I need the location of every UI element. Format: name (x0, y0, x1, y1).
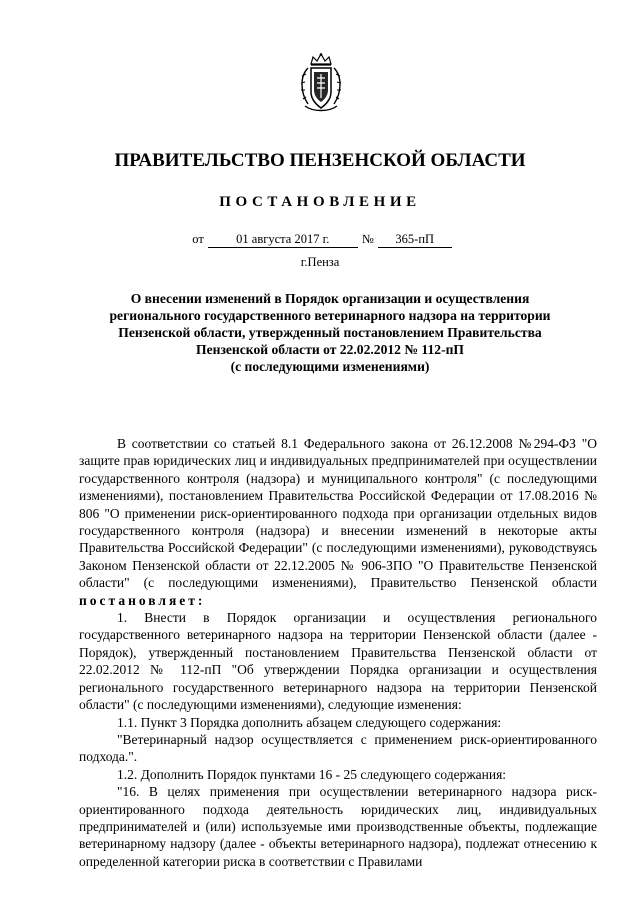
number-prefix: № (361, 232, 374, 246)
document-number: 365-пП (378, 232, 452, 248)
decree-keyword: постановляет: (79, 592, 206, 608)
subject-line: (с последующими изменениями) (230, 359, 430, 374)
government-title: ПРАВИТЕЛЬСТВО ПЕНЗЕНСКОЙ ОБЛАСТИ (114, 150, 526, 171)
subject-line: регионального государственного ветеринарного надзора на территории (109, 308, 551, 323)
document-subject (80, 290, 580, 375)
document-type: ПОСТАНОВЛЕНИЕ (219, 194, 421, 210)
body-paragraph: 1.1. Пункт 3 Порядка дополнить абзацем следующего содержания: (117, 714, 502, 730)
paragraph-text: В соответствии со статьей 8.1 Федерального закона от 26.12.2008 №294-ФЗ "О защите прав юридических лиц и индивидуальных предпринимателей при осуществлении государственного контроля (надзора) и муниципального контроля" (с последующими изменениями), постановлением Правительства Российской Федерации от 17.08.2016 № 806 "О применении риск-ориентированного подхода при организации отдельных видов государственного контроля (надзора) и внесении изменений в некоторые акты Правительства Российской Федерации" (с последующими изменениями), руководствуясь Законом Пензенской области от 22.12.2005 № 906-ЗПО "О Правительстве Пензенской области" (с последующими изменениями), Правительство Пензенской области (79, 436, 597, 591)
subject-line: Пензенской области от 22.02.2012 № 112-пП (196, 342, 464, 357)
body-paragraph: "16. В целях применения при осуществлении ветеринарного надзора риск-ориентированного подхода деятельность юридических лиц, индивидуальных предпринимателей и (или) используемые ими производственные объекты, подлежащие ветеринарному надзору (далее - объекты ветеринарного надзора), подлежат отнесению к определенной категории риска в соответствии с Правилами (79, 784, 597, 869)
body-paragraph: 1. Внести в Порядок организации и осуществления регионального государственного ветеринарного надзора на территории Пензенской области (далее - Порядок), утвержденный постановлением Правительства Пензенской области от 22.02.2012 № 112-пП "Об утверждении Порядка организации и осуществления регионального государственного ветеринарного надзора на территории Пензенской области" (с последующими изменениями), следующие изменения: (79, 610, 597, 713)
document-body (79, 435, 597, 870)
body-paragraph: "Ветеринарный надзор осуществляется с применением риск-ориентированного подхода.". (79, 731, 597, 765)
subject-line: Пензенской области, утвержденный постановлением Правительства (118, 325, 542, 340)
document-city: г.Пенза (300, 255, 340, 269)
date-prefix: от (192, 232, 204, 246)
date-number-line (0, 232, 640, 248)
subject-line: О внесении изменений в Порядок организации и осуществления (130, 291, 530, 306)
document-date: 01 августа 2017 г. (208, 232, 358, 248)
body-paragraph (79, 435, 597, 609)
body-paragraph: 1.2. Дополнить Порядок пунктами 16 - 25 следующего содержания: (117, 766, 507, 782)
coat-of-arms-icon (297, 52, 345, 114)
